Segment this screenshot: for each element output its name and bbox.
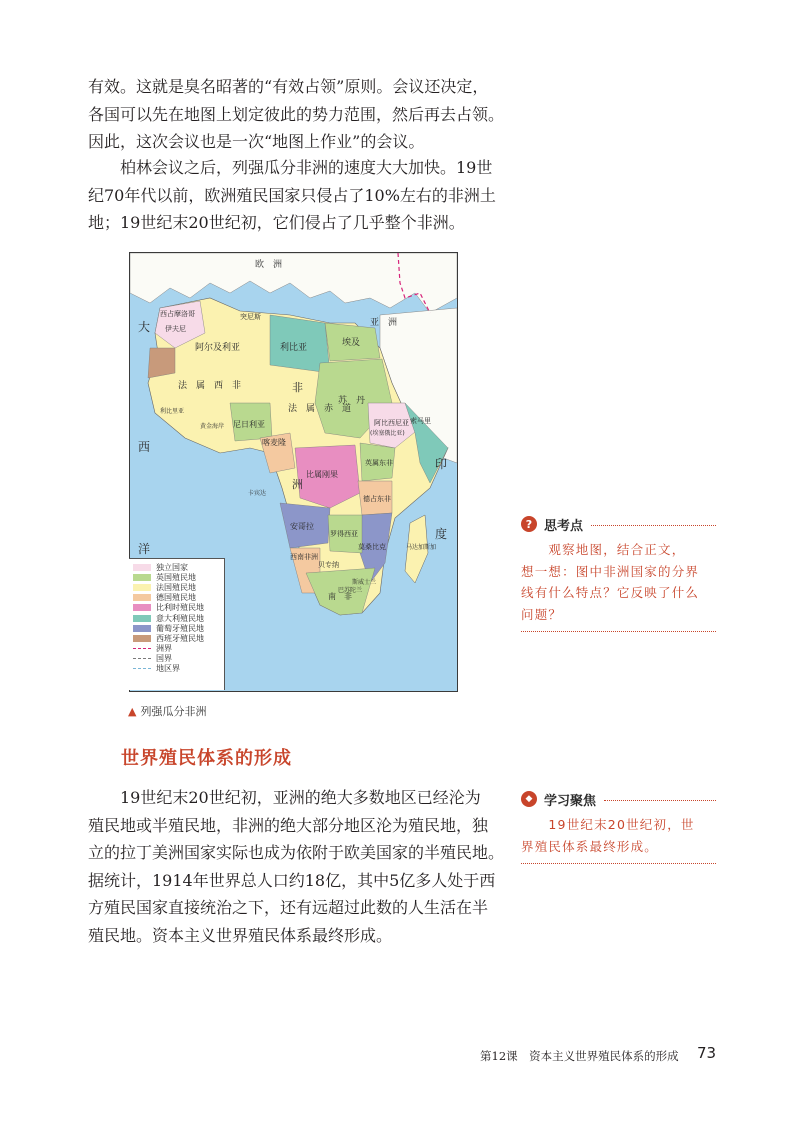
- legend-swatch: [133, 594, 151, 601]
- label-atlantic-1: 大: [138, 320, 151, 334]
- caption-text: 列强瓜分非洲: [140, 705, 207, 718]
- label-africa-2: 洲: [292, 478, 303, 491]
- legend-label: 比利时殖民地: [156, 603, 204, 613]
- text-line: 柏林会议之后，列强瓜分非洲的速度大大加快。19世: [120, 158, 493, 177]
- legend-label: 葡萄牙殖民地: [156, 623, 204, 633]
- text-line: 殖民地或半殖民地，非洲的绝大部分地区沦为殖民地，独: [88, 815, 489, 835]
- text-line: 19世纪末20世纪初，亚洲的绝大多数地区已经沦为: [120, 788, 481, 807]
- legend-label: 洲界: [156, 644, 172, 654]
- legend-swatch: [133, 635, 151, 642]
- learning-focus-box: [521, 788, 716, 864]
- learning-focus-body: [521, 814, 716, 857]
- legend-swatch: [133, 615, 151, 622]
- label-angola: 安哥拉: [290, 522, 314, 531]
- learning-focus-header: [521, 788, 716, 810]
- legend-label: 国界: [156, 654, 172, 664]
- legend-item: [133, 623, 221, 633]
- map-legend: [129, 558, 225, 690]
- lesson-footer: 第12课 资本主义世界殖民体系的形成: [480, 1049, 679, 1063]
- legend-item: [133, 572, 221, 582]
- label-atlantic-3: 洋: [138, 542, 151, 556]
- label-french-equatorial: 法 属 赤 道: [288, 404, 352, 414]
- learning-focus-title: 学习聚焦: [544, 793, 597, 809]
- label-libya: 利比亚: [280, 343, 308, 353]
- label-europe: 欧 洲: [255, 260, 283, 270]
- legend-line-swatch: [133, 668, 151, 669]
- text-line: 殖民地。资本主义世界殖民体系最终形成。: [88, 925, 393, 945]
- label-ethiopia-sub: (埃塞俄比亚): [370, 430, 405, 437]
- text-line: 各国可以先在地图上划定彼此的势力范围，然后再去占领。: [88, 104, 505, 124]
- label-sw-africa: 西南非洲: [290, 553, 318, 561]
- text-line: 地；19世纪末20世纪初，它们侵占了几乎整个非洲。: [88, 213, 465, 232]
- label-mozambique: 莫桑比克: [358, 543, 386, 551]
- label-french-west-africa: 法 属 西 非: [178, 381, 242, 391]
- think-point-title: 思考点: [544, 518, 584, 534]
- legend-swatch: [133, 584, 151, 591]
- label-sudan: 苏 丹: [338, 396, 366, 406]
- label-egypt: 埃及: [342, 338, 361, 348]
- legend-item: [133, 654, 221, 664]
- label-atlantic-2: 西: [138, 440, 151, 454]
- label-algeria: 阿尔及利亚: [195, 343, 241, 353]
- text-line: 问题？: [521, 606, 563, 622]
- legend-label: 意大利殖民地: [156, 613, 204, 623]
- legend-label: 独立国家: [156, 562, 188, 572]
- triangle-icon: ▲: [128, 705, 137, 718]
- label-cabinda: 卡宾达: [248, 490, 267, 497]
- text-line: 线有什么特点？它反映了什么: [521, 585, 700, 600]
- text-line: 纪70年代以前，欧洲殖民国家只侵占了10%左右的非洲土: [88, 185, 496, 205]
- legend-label: 法国殖民地: [156, 582, 196, 592]
- legend-label: 德国殖民地: [156, 593, 196, 603]
- map-caption: [128, 703, 206, 719]
- label-asia: 亚 洲: [370, 318, 398, 328]
- legend-swatch: [133, 564, 151, 571]
- think-point-box: [521, 513, 716, 632]
- label-swaziland: 斯威士兰: [352, 579, 377, 586]
- think-point-header: [521, 513, 716, 535]
- text-line: 观察地图，结合正文，: [521, 542, 686, 557]
- label-rhodesia: 罗得西亚: [330, 530, 358, 538]
- think-point-body: [521, 539, 716, 625]
- text-line: 据统计，1914年世界总人口约18亿，其中5亿多人处于西: [88, 870, 496, 890]
- diamond-icon: ◆: [521, 791, 537, 807]
- legend-item: [133, 562, 221, 572]
- label-indian-1: 印: [435, 457, 448, 471]
- legend-item: [133, 582, 221, 592]
- label-somali: 索马里: [410, 417, 431, 425]
- label-cameroon: 喀麦隆: [262, 438, 286, 447]
- label-morocco: 西占摩洛哥: [160, 310, 195, 318]
- legend-swatch: [133, 604, 151, 611]
- text-line: 界殖民体系最终形成。: [521, 838, 659, 854]
- legend-item: [133, 664, 221, 674]
- label-south-africa: 南 非: [328, 592, 352, 601]
- question-icon: ?: [521, 516, 537, 532]
- text-line: 想一想：图中非洲国家的分界: [521, 563, 700, 579]
- label-tanganyika: 德占东非: [363, 495, 391, 503]
- divider: [591, 525, 716, 526]
- label-ifni: 伊夫尼: [165, 325, 186, 333]
- label-gold-coast: 黄金海岸: [200, 423, 225, 430]
- label-nigeria: 尼日利亚: [233, 420, 265, 429]
- label-madagascar: 马达加斯加: [406, 544, 437, 551]
- divider: [521, 631, 716, 632]
- spanish-sahara: [148, 348, 175, 378]
- text-line: 因此，这次会议也是一次“地图上作业”的会议。: [88, 132, 425, 151]
- label-kenya: 英属东非: [365, 459, 393, 467]
- intro-paragraph: [88, 73, 505, 156]
- legend-swatch: [133, 574, 151, 581]
- page-number: 73: [697, 1044, 717, 1062]
- legend-item: [133, 644, 221, 654]
- label-liberia: 利比里亚: [160, 408, 185, 415]
- legend-label: 英国殖民地: [156, 572, 196, 582]
- label-indian-2: 度: [435, 527, 448, 541]
- label-bechuana: 贝专纳: [318, 561, 339, 569]
- label-basutoland: 巴苏陀兰: [338, 587, 363, 594]
- berlin-conference-paragraph: [88, 154, 498, 237]
- legend-line-swatch: [133, 648, 151, 649]
- section-heading: 世界殖民体系的形成: [121, 748, 292, 769]
- legend-label: 地区界: [156, 664, 180, 674]
- legend-item: [133, 633, 221, 643]
- colonial-system-paragraph: [88, 784, 505, 949]
- label-tunisia: 突尼斯: [240, 313, 261, 321]
- legend-item: [133, 593, 221, 603]
- text-line: 立的拉丁美洲国家实际也成为依附于欧美国家的半殖民地。: [88, 843, 505, 862]
- label-belgian-congo: 比属刚果: [306, 470, 338, 479]
- text-line: 有效。这就是臭名昭著的“有效占领”原则。会议还决定，: [88, 77, 489, 96]
- text-line: 方殖民国家直接统治之下，还有远超过此数的人生活在半: [88, 898, 489, 917]
- divider: [521, 863, 716, 864]
- text-line: 19世纪末20世纪初，世: [521, 817, 695, 832]
- legend-item: [133, 603, 221, 613]
- divider: [604, 800, 716, 801]
- legend-item: [133, 613, 221, 623]
- legend-swatch: [133, 625, 151, 632]
- legend-label: 西班牙殖民地: [156, 633, 204, 643]
- label-ethiopia: 阿比西尼亚: [374, 419, 409, 427]
- label-africa-1: 非: [292, 381, 303, 394]
- legend-line-swatch: [133, 658, 151, 659]
